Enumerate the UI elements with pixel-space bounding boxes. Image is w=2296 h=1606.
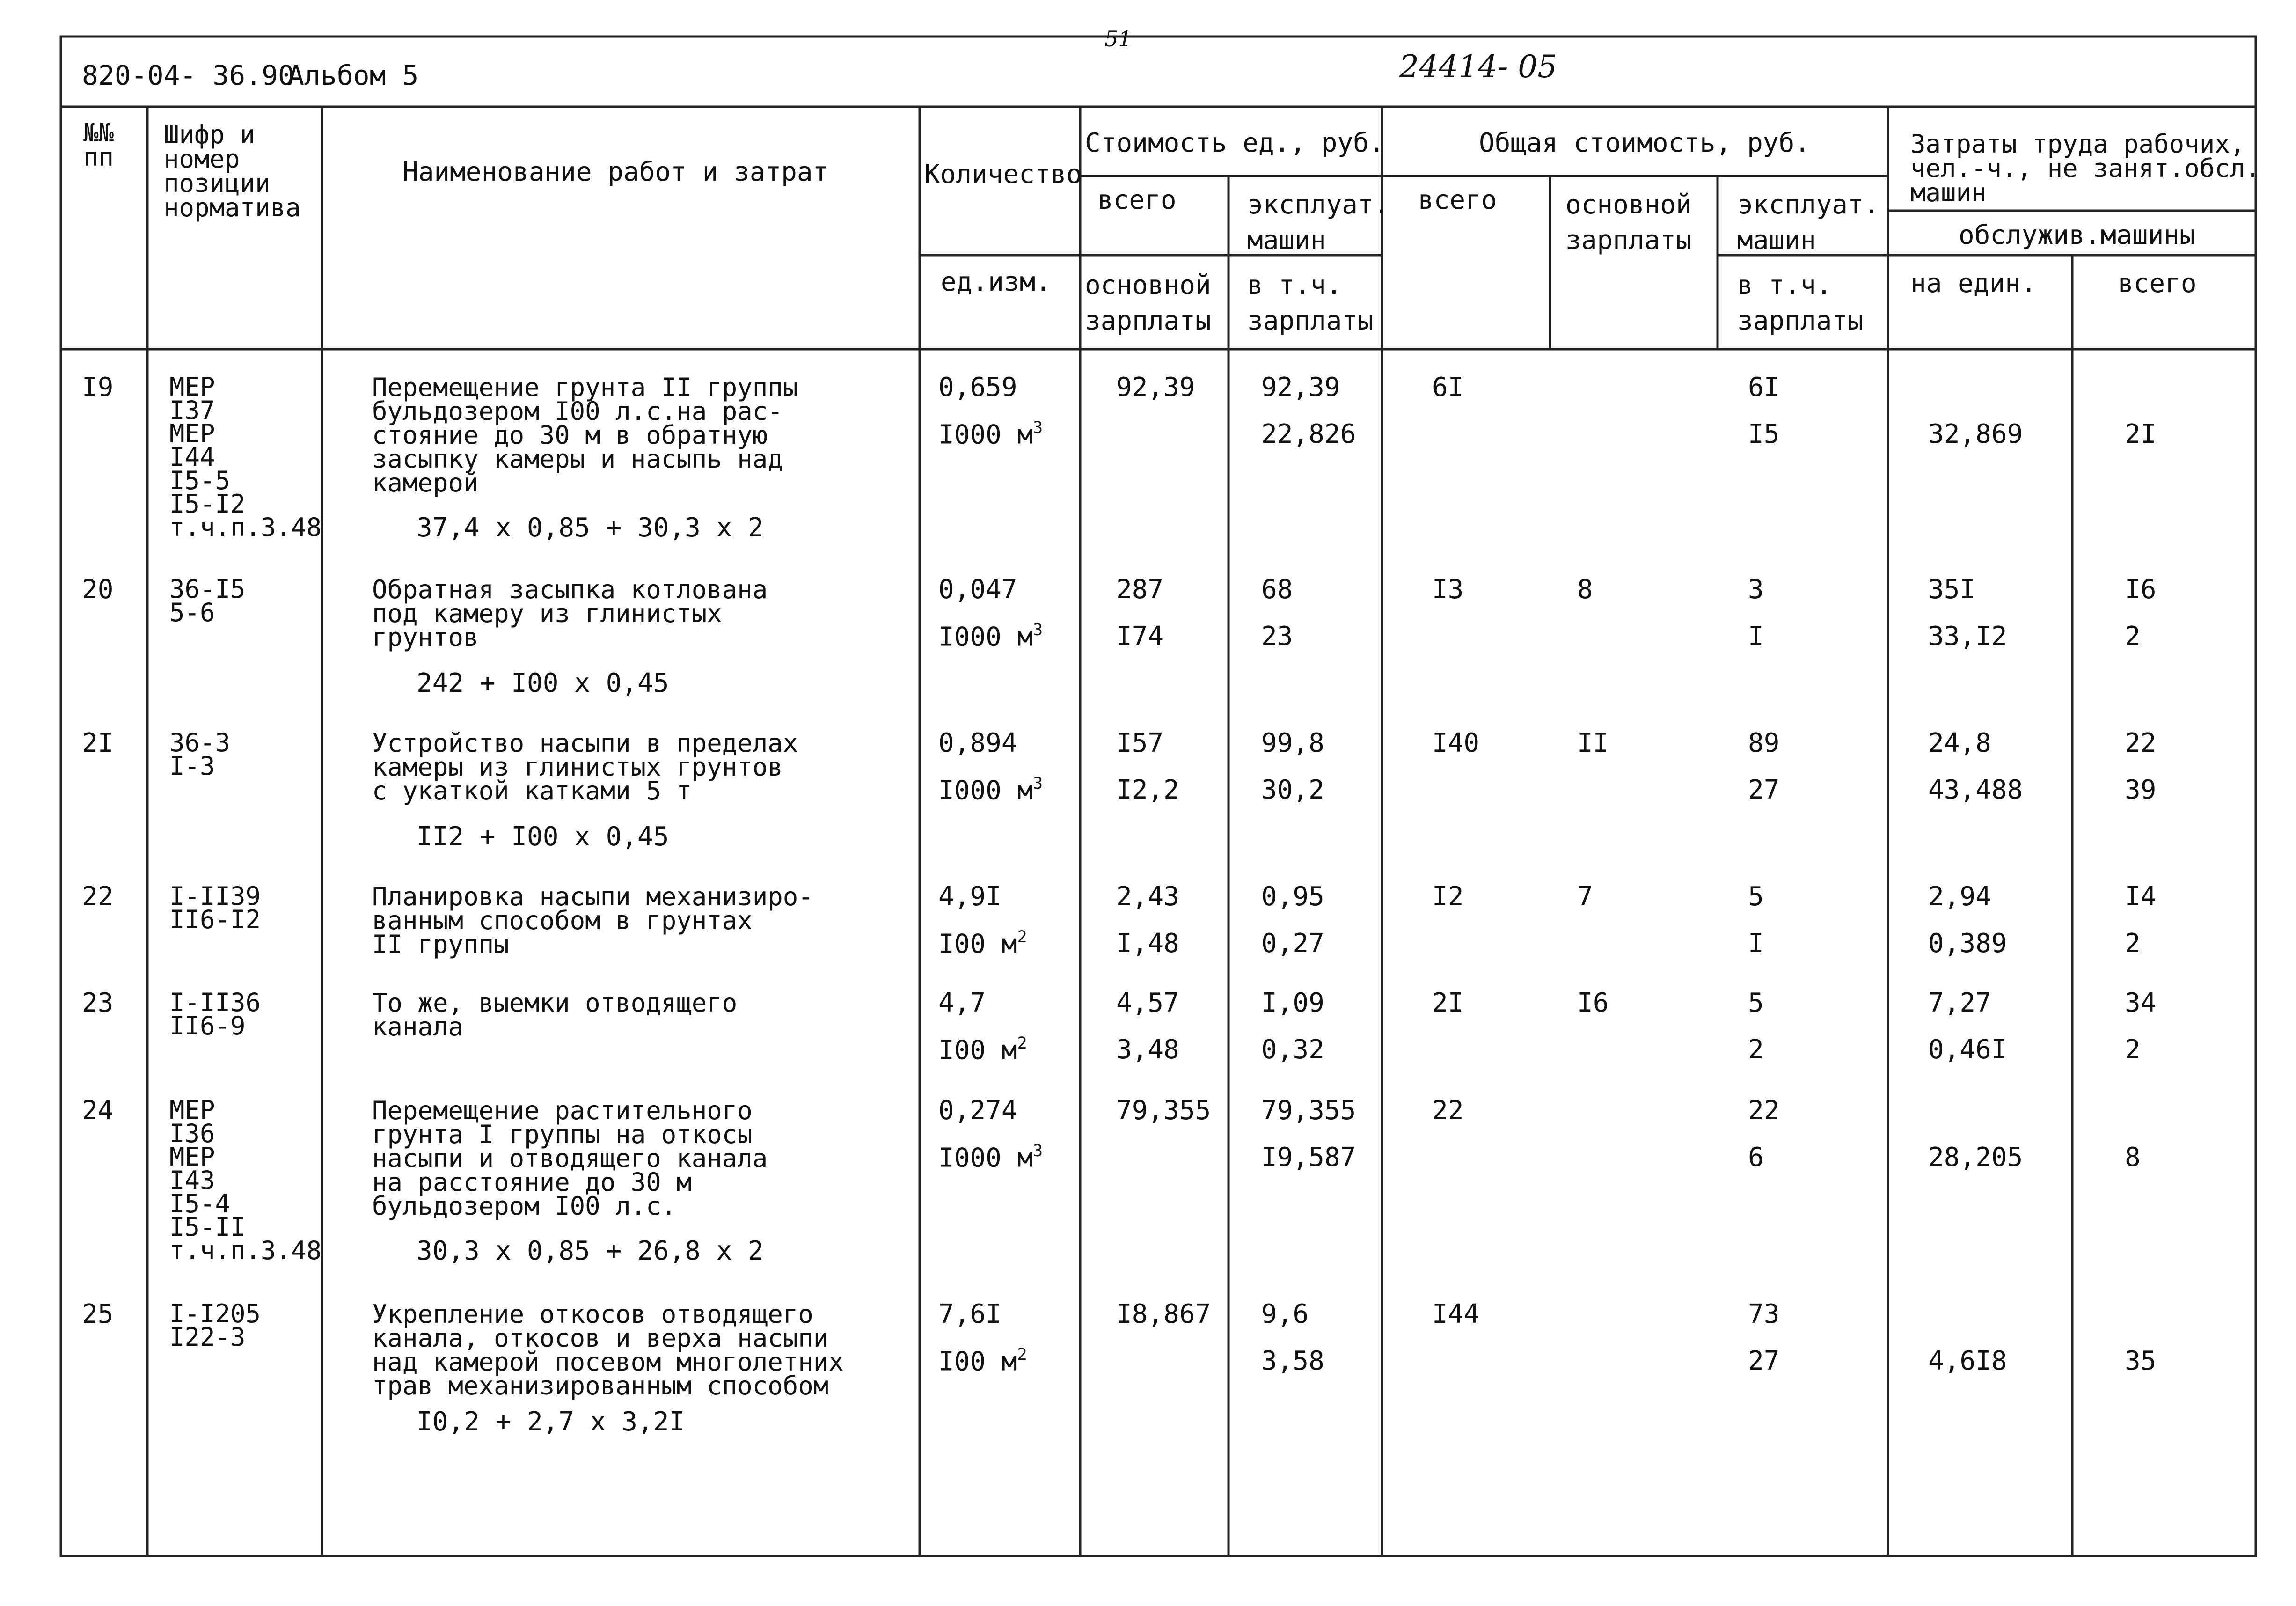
row-unit-incl-wages: 0,27: [1261, 928, 1324, 959]
row-labor-unit-machine: 0,46I: [1928, 1034, 2007, 1065]
row-labor-unit: 24,8: [1928, 728, 1991, 758]
row-code: МЕР I37 МЕР I44 I5-5 I5-I2 т.ч.п.3.48: [169, 372, 322, 542]
row-code: I-I205 I22-3: [169, 1299, 261, 1352]
row-unit-total: 2,43: [1116, 881, 1179, 912]
row-unit-total: 287: [1116, 574, 1164, 605]
album-label: Альбом 5: [288, 59, 419, 91]
row-total-machine: 5: [1748, 881, 1764, 912]
row-unit: I00 $м^2$: [938, 927, 1027, 960]
row-code: МЕР I36 МЕР I43 I5-4 I5-II т.ч.п.3.48: [169, 1095, 322, 1265]
document-number: 24414- 05: [1399, 49, 1557, 85]
col-header-labor-total: всего: [2118, 268, 2197, 299]
row-labor-total: 34: [2125, 988, 2157, 1018]
row-qty: 0,047: [938, 574, 1017, 605]
col-header-labor-sub: обслужив.машины: [1959, 220, 2195, 250]
row-labor-unit: 7,27: [1928, 988, 1991, 1018]
row-total-wages: I6: [1577, 988, 1609, 1018]
row-unit: I00 $м^2$: [938, 1034, 1027, 1066]
row-total-machine: 3: [1748, 574, 1764, 605]
unit-power: 3: [1033, 620, 1043, 639]
col-header-code: Шифр и номер позиции норматива: [164, 120, 301, 222]
unit-power: 3: [1033, 774, 1043, 793]
row-unit-machine: 99,8: [1261, 728, 1324, 758]
row-total-machine: 6I: [1748, 372, 1780, 403]
col-header-labor: Затраты труда рабочих, чел.-ч., не занят.обсл. машин: [1910, 129, 2260, 207]
row-labor-total: I4: [2125, 881, 2157, 912]
row-name: Перемещение растительного грунта I группы на откосы насыпи и отводящего канала на расстояние до 30 м бульдозером I00 л.с.: [372, 1096, 768, 1221]
unit-power: 3: [1033, 418, 1043, 437]
row-labor-total-machine: 2I: [2125, 419, 2157, 449]
row-total-all: 22: [1432, 1095, 1464, 1126]
row-unit-incl-wages: 22,826: [1261, 419, 1356, 449]
row-name: Перемещение грунта II группы бульдозером I00 л.с.на рас- стояние до 30 м в обратную засыпку камеры и насыпь над камерой: [372, 373, 798, 498]
row-calc: 242 + I00 х 0,45: [417, 668, 669, 698]
col-header-qty: Количество: [924, 159, 1082, 190]
col-header-total-incl-wages: в т.ч. зарплаты: [1737, 270, 1864, 336]
row-unit: I000 $м^3$: [938, 418, 1043, 450]
row-labor-unit-machine: 32,869: [1928, 419, 2023, 449]
row-number: 2I: [82, 728, 114, 758]
unit-power: 2: [1017, 927, 1027, 946]
row-calc: 37,4 х 0,85 + 30,3 х 2: [417, 513, 764, 543]
row-total-machine: 89: [1748, 728, 1780, 758]
unit-power: 2: [1017, 1034, 1027, 1053]
row-total-incl-wages: 2: [1748, 1034, 1764, 1065]
row-total-wages: 7: [1577, 881, 1593, 912]
row-unit-machine: 79,355: [1261, 1095, 1356, 1126]
row-number: 20: [82, 574, 114, 605]
row-total-all: I40: [1432, 728, 1480, 758]
row-calc: 30,3 х 0,85 + 26,8 х 2: [417, 1236, 764, 1266]
col-header-num: №№ пп: [83, 118, 114, 172]
row-total-all: I44: [1432, 1299, 1480, 1329]
row-total-machine: 22: [1748, 1095, 1780, 1126]
row-name: То же, выемки отводящего канала: [372, 988, 738, 1041]
row-labor-total-machine: 8: [2125, 1142, 2141, 1173]
row-labor-total-machine: 2: [2125, 1034, 2141, 1065]
col-header-total-all: всего: [1418, 185, 1497, 215]
col-header-unit-total: всего: [1097, 185, 1177, 215]
row-total-incl-wages: I5: [1748, 419, 1780, 449]
col-header-labor-per-unit: на един.: [1910, 268, 2037, 299]
row-unit-incl-wages: 23: [1261, 621, 1293, 652]
row-labor-unit-machine: 43,488: [1928, 775, 2023, 805]
row-labor-total-machine: 35: [2125, 1346, 2157, 1376]
row-unit-total: 92,39: [1116, 372, 1195, 403]
row-unit-incl-wages: 0,32: [1261, 1034, 1324, 1065]
row-unit: I00 $м^2$: [938, 1345, 1027, 1377]
row-unit-wages: I74: [1116, 621, 1164, 652]
row-total-incl-wages: 27: [1748, 1346, 1780, 1376]
row-total-all: I3: [1432, 574, 1464, 605]
row-calc: I0,2 + 2,7 х 3,2I: [417, 1407, 685, 1437]
col-header-unit-incl-wages: в т.ч. зарплаты: [1247, 270, 1374, 336]
row-total-all: 2I: [1432, 988, 1464, 1018]
row-number: 22: [82, 881, 114, 912]
col-header-total-wages: основной зарплаты: [1565, 190, 1692, 256]
col-header-unit-cost: Стоимость ед., руб.: [1085, 128, 1385, 158]
row-unit-machine: I,09: [1261, 988, 1324, 1018]
row-code: I-II39 II6-I2: [169, 881, 261, 934]
row-qty: 0,274: [938, 1095, 1017, 1126]
row-code: 36-I5 5-6: [169, 574, 246, 627]
unit-power: 3: [1033, 1141, 1043, 1160]
row-unit-wages: I,48: [1116, 928, 1179, 959]
row-total-wages: II: [1577, 728, 1609, 758]
row-unit-machine: 68: [1261, 574, 1293, 605]
row-unit-total: I8,867: [1116, 1299, 1211, 1329]
col-header-unit-wages: основной зарплаты: [1085, 270, 1211, 336]
row-unit-incl-wages: 30,2: [1261, 775, 1324, 805]
row-unit: I000 $м^3$: [938, 1141, 1043, 1173]
row-labor-unit-machine: 28,205: [1928, 1142, 2023, 1173]
row-total-all: 6I: [1432, 372, 1464, 403]
row-unit-wages: I2,2: [1116, 775, 1179, 805]
row-qty: 0,894: [938, 728, 1017, 758]
row-unit-machine: 92,39: [1261, 372, 1340, 403]
col-header-name: Наименование работ и затрат: [402, 157, 829, 187]
row-labor-unit-machine: 4,6I8: [1928, 1346, 2007, 1376]
col-header-total-cost: Общая стоимость, руб.: [1479, 128, 1811, 158]
row-unit-incl-wages: I9,587: [1261, 1142, 1356, 1173]
row-code: 36-3 I-3: [169, 728, 231, 781]
row-unit-total: I57: [1116, 728, 1164, 758]
row-total-incl-wages: I: [1748, 928, 1764, 959]
col-header-unit-machine: эксплуат. машин: [1247, 190, 1389, 256]
row-total-incl-wages: 27: [1748, 775, 1780, 805]
row-number: 24: [82, 1095, 114, 1126]
col-header-total-machine: эксплуат. машин: [1737, 190, 1879, 256]
row-name: Обратная засыпка котлована под камеру из глинистых грунтов: [372, 575, 768, 652]
row-calc: II2 + I00 х 0,45: [417, 821, 669, 852]
row-labor-unit: 2,94: [1928, 881, 1991, 912]
row-labor-total-machine: 2: [2125, 621, 2141, 652]
row-unit-incl-wages: 3,58: [1261, 1346, 1324, 1376]
document-code: 820-04- 36.90: [82, 59, 294, 91]
row-unit: I000 $м^3$: [938, 620, 1043, 653]
row-qty: 7,6I: [938, 1299, 1002, 1329]
row-total-machine: 5: [1748, 988, 1764, 1018]
row-unit: I000 $м^3$: [938, 774, 1043, 806]
row-number: 23: [82, 988, 114, 1018]
row-unit-total: 4,57: [1116, 988, 1179, 1018]
row-unit-wages: 3,48: [1116, 1034, 1179, 1065]
row-unit-total: 79,355: [1116, 1095, 1211, 1126]
row-labor-total: I6: [2125, 574, 2157, 605]
row-code: I-II36 II6-9: [169, 988, 261, 1041]
row-qty: 4,7: [938, 988, 986, 1018]
row-qty: 0,659: [938, 372, 1017, 403]
row-labor-total-machine: 2: [2125, 928, 2141, 959]
row-labor-total: 22: [2125, 728, 2157, 758]
row-labor-unit-machine: 33,I2: [1928, 621, 2007, 652]
row-name: Укрепление откосов отводящего канала, откосов и верха насыпи над камерой посевом многолетних трав механизированным способом: [372, 1299, 844, 1401]
row-total-wages: 8: [1577, 574, 1593, 605]
row-labor-unit-machine: 0,389: [1928, 928, 2007, 959]
row-labor-total-machine: 39: [2125, 775, 2157, 805]
row-qty: 4,9I: [938, 881, 1002, 912]
row-total-all: I2: [1432, 881, 1464, 912]
row-name: Устройство насыпи в пределах камеры из глинистых грунтов с укаткой катками 5 т: [372, 728, 798, 806]
col-header-qty-unit: ед.изм.: [941, 267, 1052, 297]
unit-power: 2: [1017, 1345, 1027, 1364]
row-labor-unit: 35I: [1928, 574, 1976, 605]
row-number: I9: [82, 372, 114, 403]
row-total-machine: 73: [1748, 1299, 1780, 1329]
page-mark: 51: [1104, 26, 1132, 51]
row-unit-machine: 0,95: [1261, 881, 1324, 912]
row-name: Планировка насыпи механизиро- ванным способом в грунтах II группы: [372, 882, 813, 959]
row-number: 25: [82, 1299, 114, 1329]
row-total-incl-wages: I: [1748, 621, 1764, 652]
row-unit-machine: 9,6: [1261, 1299, 1309, 1329]
row-total-incl-wages: 6: [1748, 1142, 1764, 1173]
